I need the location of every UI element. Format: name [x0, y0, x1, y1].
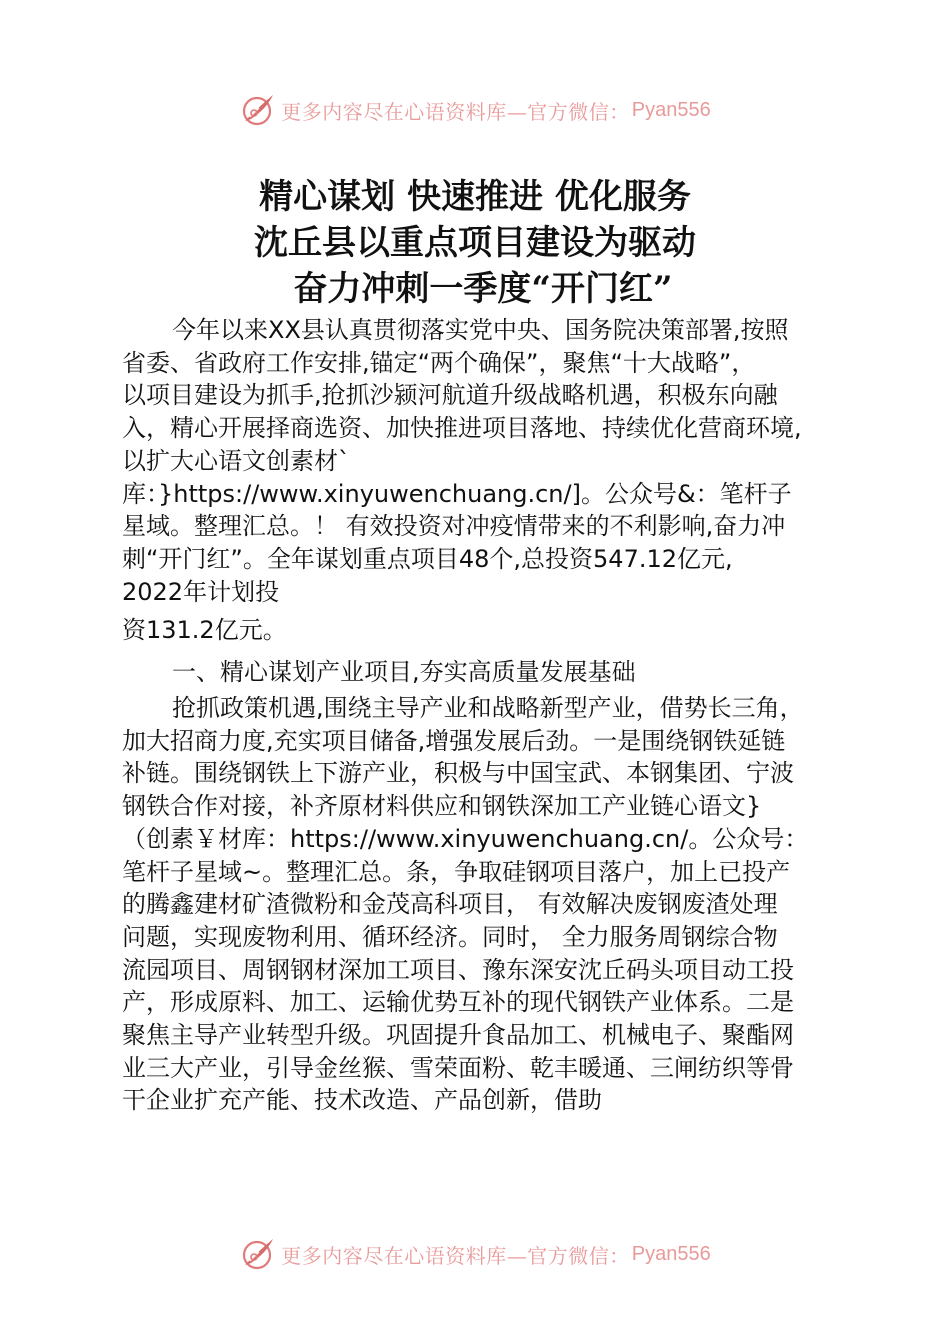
- text-line: 问题，实现废物利用、循环经济。同时， 全力服务周钢综合物: [122, 922, 778, 951]
- text-line: 入，精心开展择商选资、加快推进项目落地、持续优化营商环境,: [122, 414, 802, 443]
- text-line: 以扩大心语文创素材`: [122, 446, 350, 475]
- text-line: 补链。围绕钢铁上下游产业，积极与中国宝武、本钢集团、宁波: [122, 759, 794, 788]
- text-line: 抢抓政策机遇,围绕主导产业和战略新型产业，借势长三角，: [172, 694, 804, 722]
- watermark-text: 更多内容尽在心语资料库—官方微信：: [281, 1243, 630, 1268]
- text-line: 产，形成原料、加工、运输优势互补的现代钢铁产业体系。二是: [122, 988, 794, 1017]
- text-line: 流园项目、周钢钢材深加工项目、豫东深安沈丘码头项目动工投: [122, 955, 794, 984]
- section-1-paragraph: [122, 692, 842, 1117]
- text-line: 刺“开门红”。全年谋划重点项目48个,总投资547.12亿元,: [122, 544, 733, 573]
- text-line: 笔杆子星域~。整理汇总。条，争取硅钢项目落户，加上已投产: [122, 857, 791, 886]
- section-heading-1: 一、精心谋划产业项目,夯实高质量发展基础: [172, 658, 636, 686]
- text-line: 省委、省政府工作安排,锚定“两个确保”，聚焦“十大战略”，: [122, 348, 756, 377]
- text-line: 钢铁合作对接，补齐原材料供应和钢铁深加工产业链心语文}: [122, 792, 762, 821]
- document-title-line-3: 奋力冲刺一季度“开门红”: [293, 269, 673, 309]
- document-title-line-1: 精心谋划 快速推进 优化服务: [259, 177, 691, 217]
- text-line: 今年以来XX县认真贯彻落实党中央、国务院决策部署,按照: [172, 316, 789, 344]
- text-line: （创素￥材库：https://www.xinyuwenchuang.cn/。公众号：: [122, 824, 809, 853]
- text-line: 以项目建设为抓手,抢抓沙颍河航道升级战略机遇，积极东向融: [122, 381, 778, 410]
- quill-seal-icon: [239, 91, 277, 129]
- text-line: 星域。整理汇总。！ 有效投资对冲疫情带来的不利影响,奋力冲: [122, 512, 786, 541]
- watermark-text: 更多内容尽在心语资料库—官方微信：: [281, 99, 630, 124]
- text-line: 干企业扩充产能、技术改造、产品创新，借助: [122, 1086, 602, 1115]
- header-watermark: [0, 90, 950, 130]
- text-line: 聚焦主导产业转型升级。巩固提升食品加工、机械电子、聚酯网: [122, 1021, 794, 1050]
- text-line: 库：}https://www.xinyuwenchuang.cn/]。公众号&：笔杆子: [122, 479, 792, 508]
- document-title-line-2: 沈丘县以重点项目建设为驱动: [254, 223, 696, 263]
- watermark-handle: Pyan556: [631, 1242, 711, 1265]
- text-line: 2022年计划投: [122, 577, 280, 606]
- intro-paragraph: [122, 314, 842, 608]
- quill-seal-icon: [239, 1235, 277, 1273]
- footer-watermark: [0, 1234, 950, 1274]
- text-line: 的腾鑫建材矿渣微粉和金茂高科项目， 有效解决废钢废渣处理: [122, 890, 778, 919]
- watermark-handle: Pyan556: [631, 98, 711, 121]
- text-line: 加大招商力度,充实项目储备,增强发展后劲。一是围绕钢铁延链: [122, 726, 786, 755]
- investment-paragraph: 资131.2亿元。: [122, 616, 287, 644]
- text-line: 业三大产业，引导金丝猴、雪荣面粉、乾丰暖通、三闸纺织等骨: [122, 1053, 794, 1082]
